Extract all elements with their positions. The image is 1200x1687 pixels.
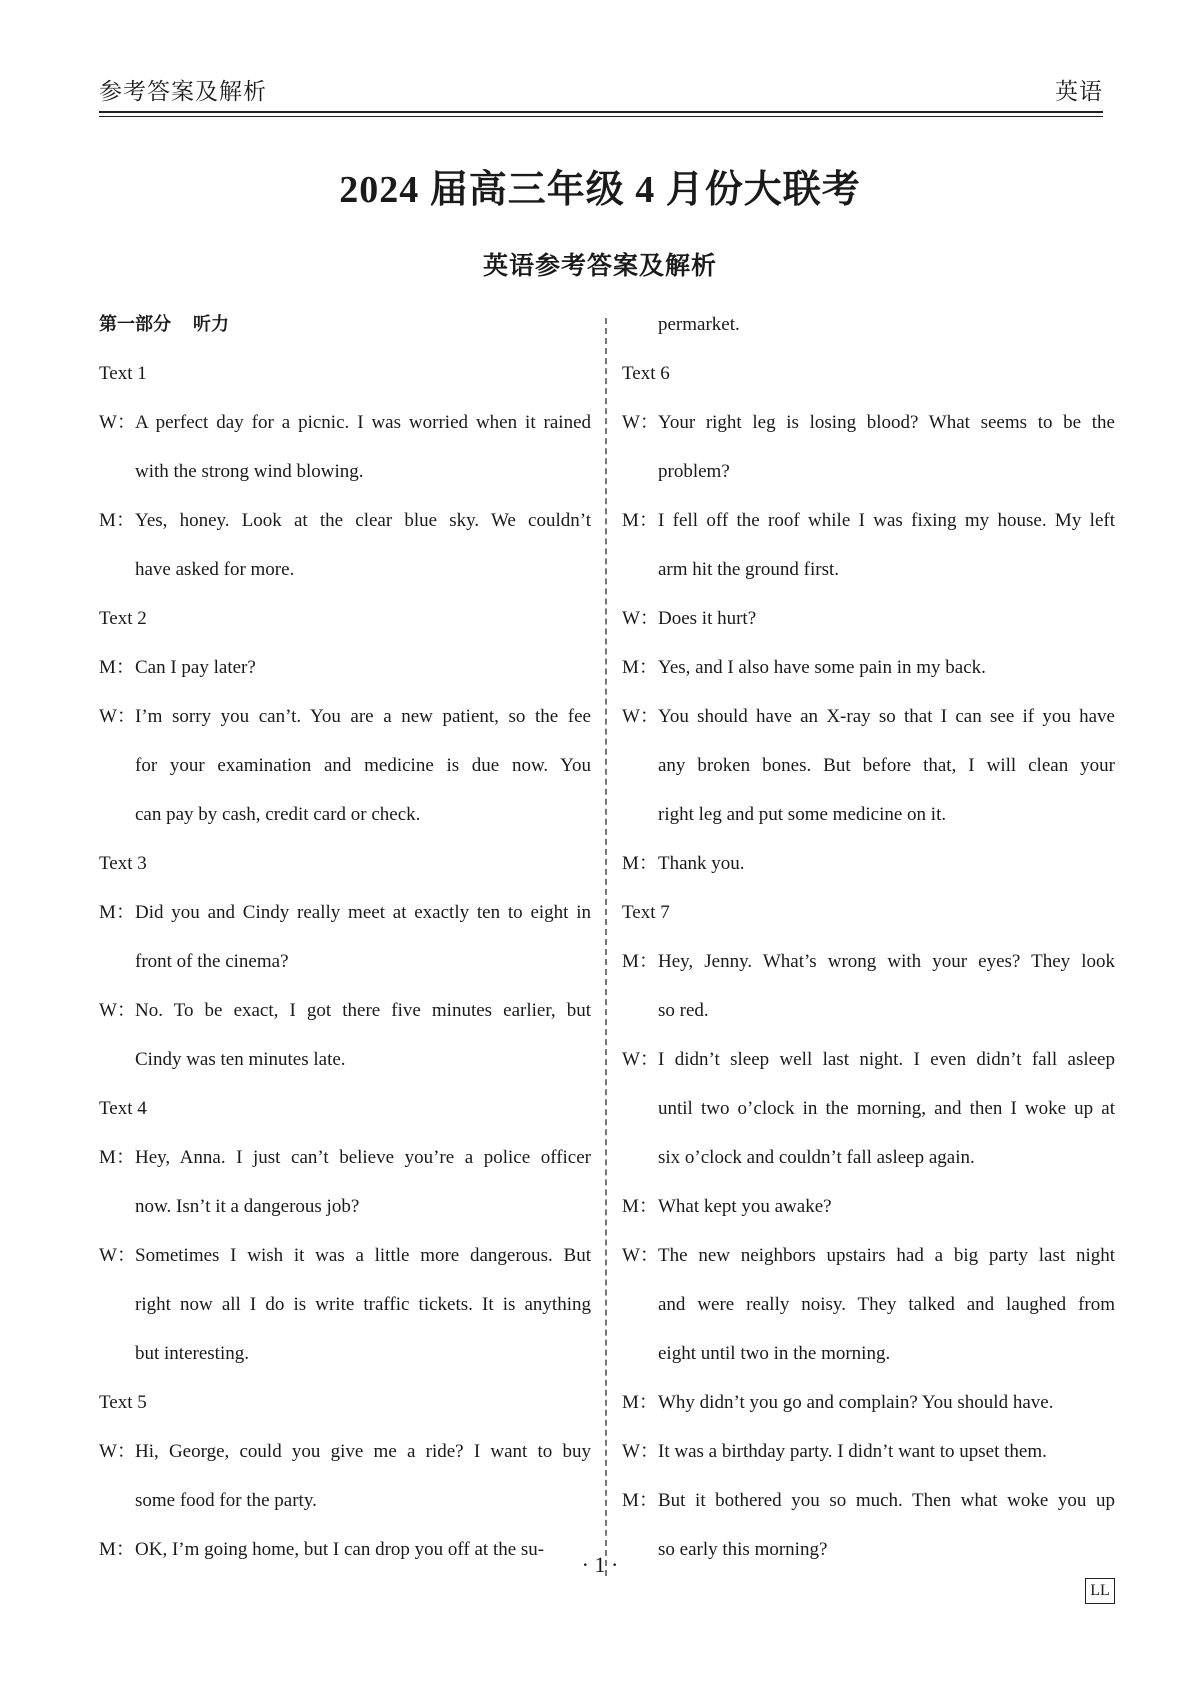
dialogue-text: Why didn’t you go and complain? You should have. (658, 1392, 1054, 1413)
dialogue-line (622, 405, 1115, 454)
dialogue-continuation: now. Isn’t it a dangerous job? (135, 1196, 360, 1217)
dialogue-continuation: some food for the party. (135, 1490, 317, 1511)
right-column (622, 307, 1115, 1581)
text-label: Text 1 (99, 363, 147, 384)
text-label: Text 3 (99, 853, 147, 874)
text-label: Text 6 (622, 363, 670, 384)
text-label: Text 5 (99, 1392, 147, 1413)
speaker-label: M： (99, 510, 135, 531)
speaker-label: M： (99, 657, 135, 678)
dialogue-continuation: six o’clock and couldn’t fall asleep again. (658, 1147, 975, 1168)
speaker-label: W： (622, 706, 659, 727)
speaker-label: W： (622, 412, 659, 433)
column-divider (605, 318, 607, 1576)
speaker-label: W： (99, 1441, 136, 1462)
page-subtitle: 英语参考答案及解析 (482, 251, 717, 280)
speaker-label: W： (99, 412, 136, 433)
dialogue-text: Sometimes I wish it was a little more dangerous. But (135, 1245, 591, 1266)
running-head-left: 参考答案及解析 (99, 79, 267, 104)
speaker-label: M： (622, 951, 658, 972)
dialogue-continuation: have asked for more. (135, 559, 295, 580)
dialogue-text: The new neighbors upstairs had a big party last night (658, 1245, 1115, 1266)
dialogue-text: Thank you. (658, 853, 745, 874)
dialogue-continuation: arm hit the ground first. (658, 559, 839, 580)
running-head-right: 英语 (1055, 79, 1103, 104)
dialogue-continuation: until two o’clock in the morning, and then I woke up at (658, 1098, 1115, 1119)
dialogue-line (622, 1238, 1115, 1287)
paper-code-badge: LL (1085, 1578, 1115, 1604)
section-part: 第一部分 (99, 314, 171, 335)
dialogue-text: I didn’t sleep well last night. I even didn’t fall asleep (658, 1049, 1115, 1070)
dialogue-continuation: Cindy was ten minutes late. (135, 1049, 346, 1070)
dialogue-continuation: so early this morning? (658, 1539, 828, 1560)
dialogue-line (99, 993, 591, 1042)
speaker-label: M： (622, 1196, 658, 1217)
dialogue-line (622, 1483, 1115, 1532)
header-rule-thin (99, 116, 1103, 117)
speaker-label: M： (622, 1490, 658, 1511)
text-label: Text 4 (99, 1098, 147, 1119)
dialogue-text: Did you and Cindy really meet at exactly ten to eight in (135, 902, 591, 923)
dialogue-text: OK, I’m going home, but I can drop you off at the su- (135, 1539, 545, 1560)
dialogue-line (622, 944, 1115, 993)
dialogue-continuation: any broken bones. But before that, I will clean your (658, 755, 1115, 776)
speaker-label: M： (622, 1392, 658, 1413)
dialogue-line (622, 1385, 1115, 1434)
dialogue-continuation: right now all I do is write traffic tickets. It is anything (135, 1294, 591, 1315)
dialogue-continuation: eight until two in the morning. (658, 1343, 891, 1364)
text-label: Text 7 (622, 902, 670, 923)
dialogue-text: A perfect day for a picnic. I was worried when it rained (135, 412, 591, 433)
dialogue-line (622, 1189, 1115, 1238)
speaker-label: W： (99, 706, 136, 727)
dialogue-text: I fell off the roof while I was fixing my house. My left (658, 510, 1115, 531)
dialogue-line (99, 1238, 591, 1287)
dialogue-text: I’m sorry you can’t. You are a new patient, so the fee (135, 706, 591, 727)
dialogue-text: Can I pay later? (135, 657, 256, 678)
dialogue-continuation: front of the cinema? (135, 951, 289, 972)
speaker-label: W： (622, 608, 659, 629)
dialogue-text: No. To be exact, I got there five minutes earlier, but (135, 1000, 591, 1021)
dialogue-text: It was a birthday party. I didn’t want to upset them. (658, 1441, 1047, 1462)
left-column (99, 307, 591, 1581)
dialogue-text: Hey, Jenny. What’s wrong with your eyes? They look (658, 951, 1115, 972)
speaker-label: W： (99, 1245, 136, 1266)
dialogue-text: Yes, honey. Look at the clear blue sky. We couldn’t (135, 510, 591, 531)
section-heading (99, 307, 591, 356)
dialogue-text: You should have an X-ray so that I can see if you have (658, 706, 1115, 727)
dialogue-line (99, 1434, 591, 1483)
dialogue-line (99, 699, 591, 748)
dialogue-continuation: problem? (658, 461, 730, 482)
dialogue-line (622, 699, 1115, 748)
speaker-label: W： (622, 1441, 659, 1462)
dialogue-continuation: right leg and put some medicine on it. (658, 804, 947, 825)
speaker-label: M： (622, 510, 658, 531)
dialogue-line (622, 1434, 1115, 1483)
dialogue-line (99, 1140, 591, 1189)
speaker-label: M： (99, 902, 135, 923)
dialogue-text: Yes, and I also have some pain in my back. (658, 657, 986, 678)
dialogue-line (622, 1042, 1115, 1091)
dialogue-continuation: with the strong wind blowing. (135, 461, 364, 482)
speaker-label: M： (99, 1147, 135, 1168)
dialogue-line (622, 503, 1115, 552)
dialogue-line (99, 895, 591, 944)
dialogue-continuation: permarket. (658, 314, 740, 335)
dialogue-text: Hi, George, could you give me a ride? I want to buy (135, 1441, 591, 1462)
dialogue-text: What kept you awake? (658, 1196, 832, 1217)
section-name: 听力 (193, 314, 229, 335)
dialogue-text: Does it hurt? (658, 608, 757, 629)
dialogue-line (99, 503, 591, 552)
dialogue-line (99, 650, 591, 699)
speaker-label: M： (622, 853, 658, 874)
dialogue-line (622, 601, 1115, 650)
dialogue-continuation: and were really noisy. They talked and laughed from (658, 1294, 1115, 1315)
dialogue-text: But it bothered you so much. Then what woke you up (658, 1490, 1115, 1511)
dialogue-text: Your right leg is losing blood? What seems to be the (658, 412, 1115, 433)
speaker-label: W： (99, 1000, 136, 1021)
page-title: 2024 届高三年级 4 月份大联考 (339, 169, 861, 211)
dialogue-continuation: so red. (658, 1000, 709, 1021)
dialogue-continuation: but interesting. (135, 1343, 249, 1364)
speaker-label: W： (622, 1049, 659, 1070)
speaker-label: W： (622, 1245, 659, 1266)
dialogue-continuation: for your examination and medicine is due now. You (135, 755, 591, 776)
running-head (99, 72, 1103, 106)
speaker-label: M： (622, 657, 658, 678)
dialogue-line (99, 405, 591, 454)
speaker-label: M： (99, 1539, 135, 1560)
header-rule (99, 111, 1103, 113)
page-number: · 1 · (581, 1552, 619, 1577)
dialogue-line (622, 650, 1115, 699)
dialogue-text: Hey, Anna. I just can’t believe you’re a police officer (135, 1147, 591, 1168)
text-label: Text 2 (99, 608, 147, 629)
dialogue-continuation: can pay by cash, credit card or check. (135, 804, 421, 825)
dialogue-line (622, 846, 1115, 895)
